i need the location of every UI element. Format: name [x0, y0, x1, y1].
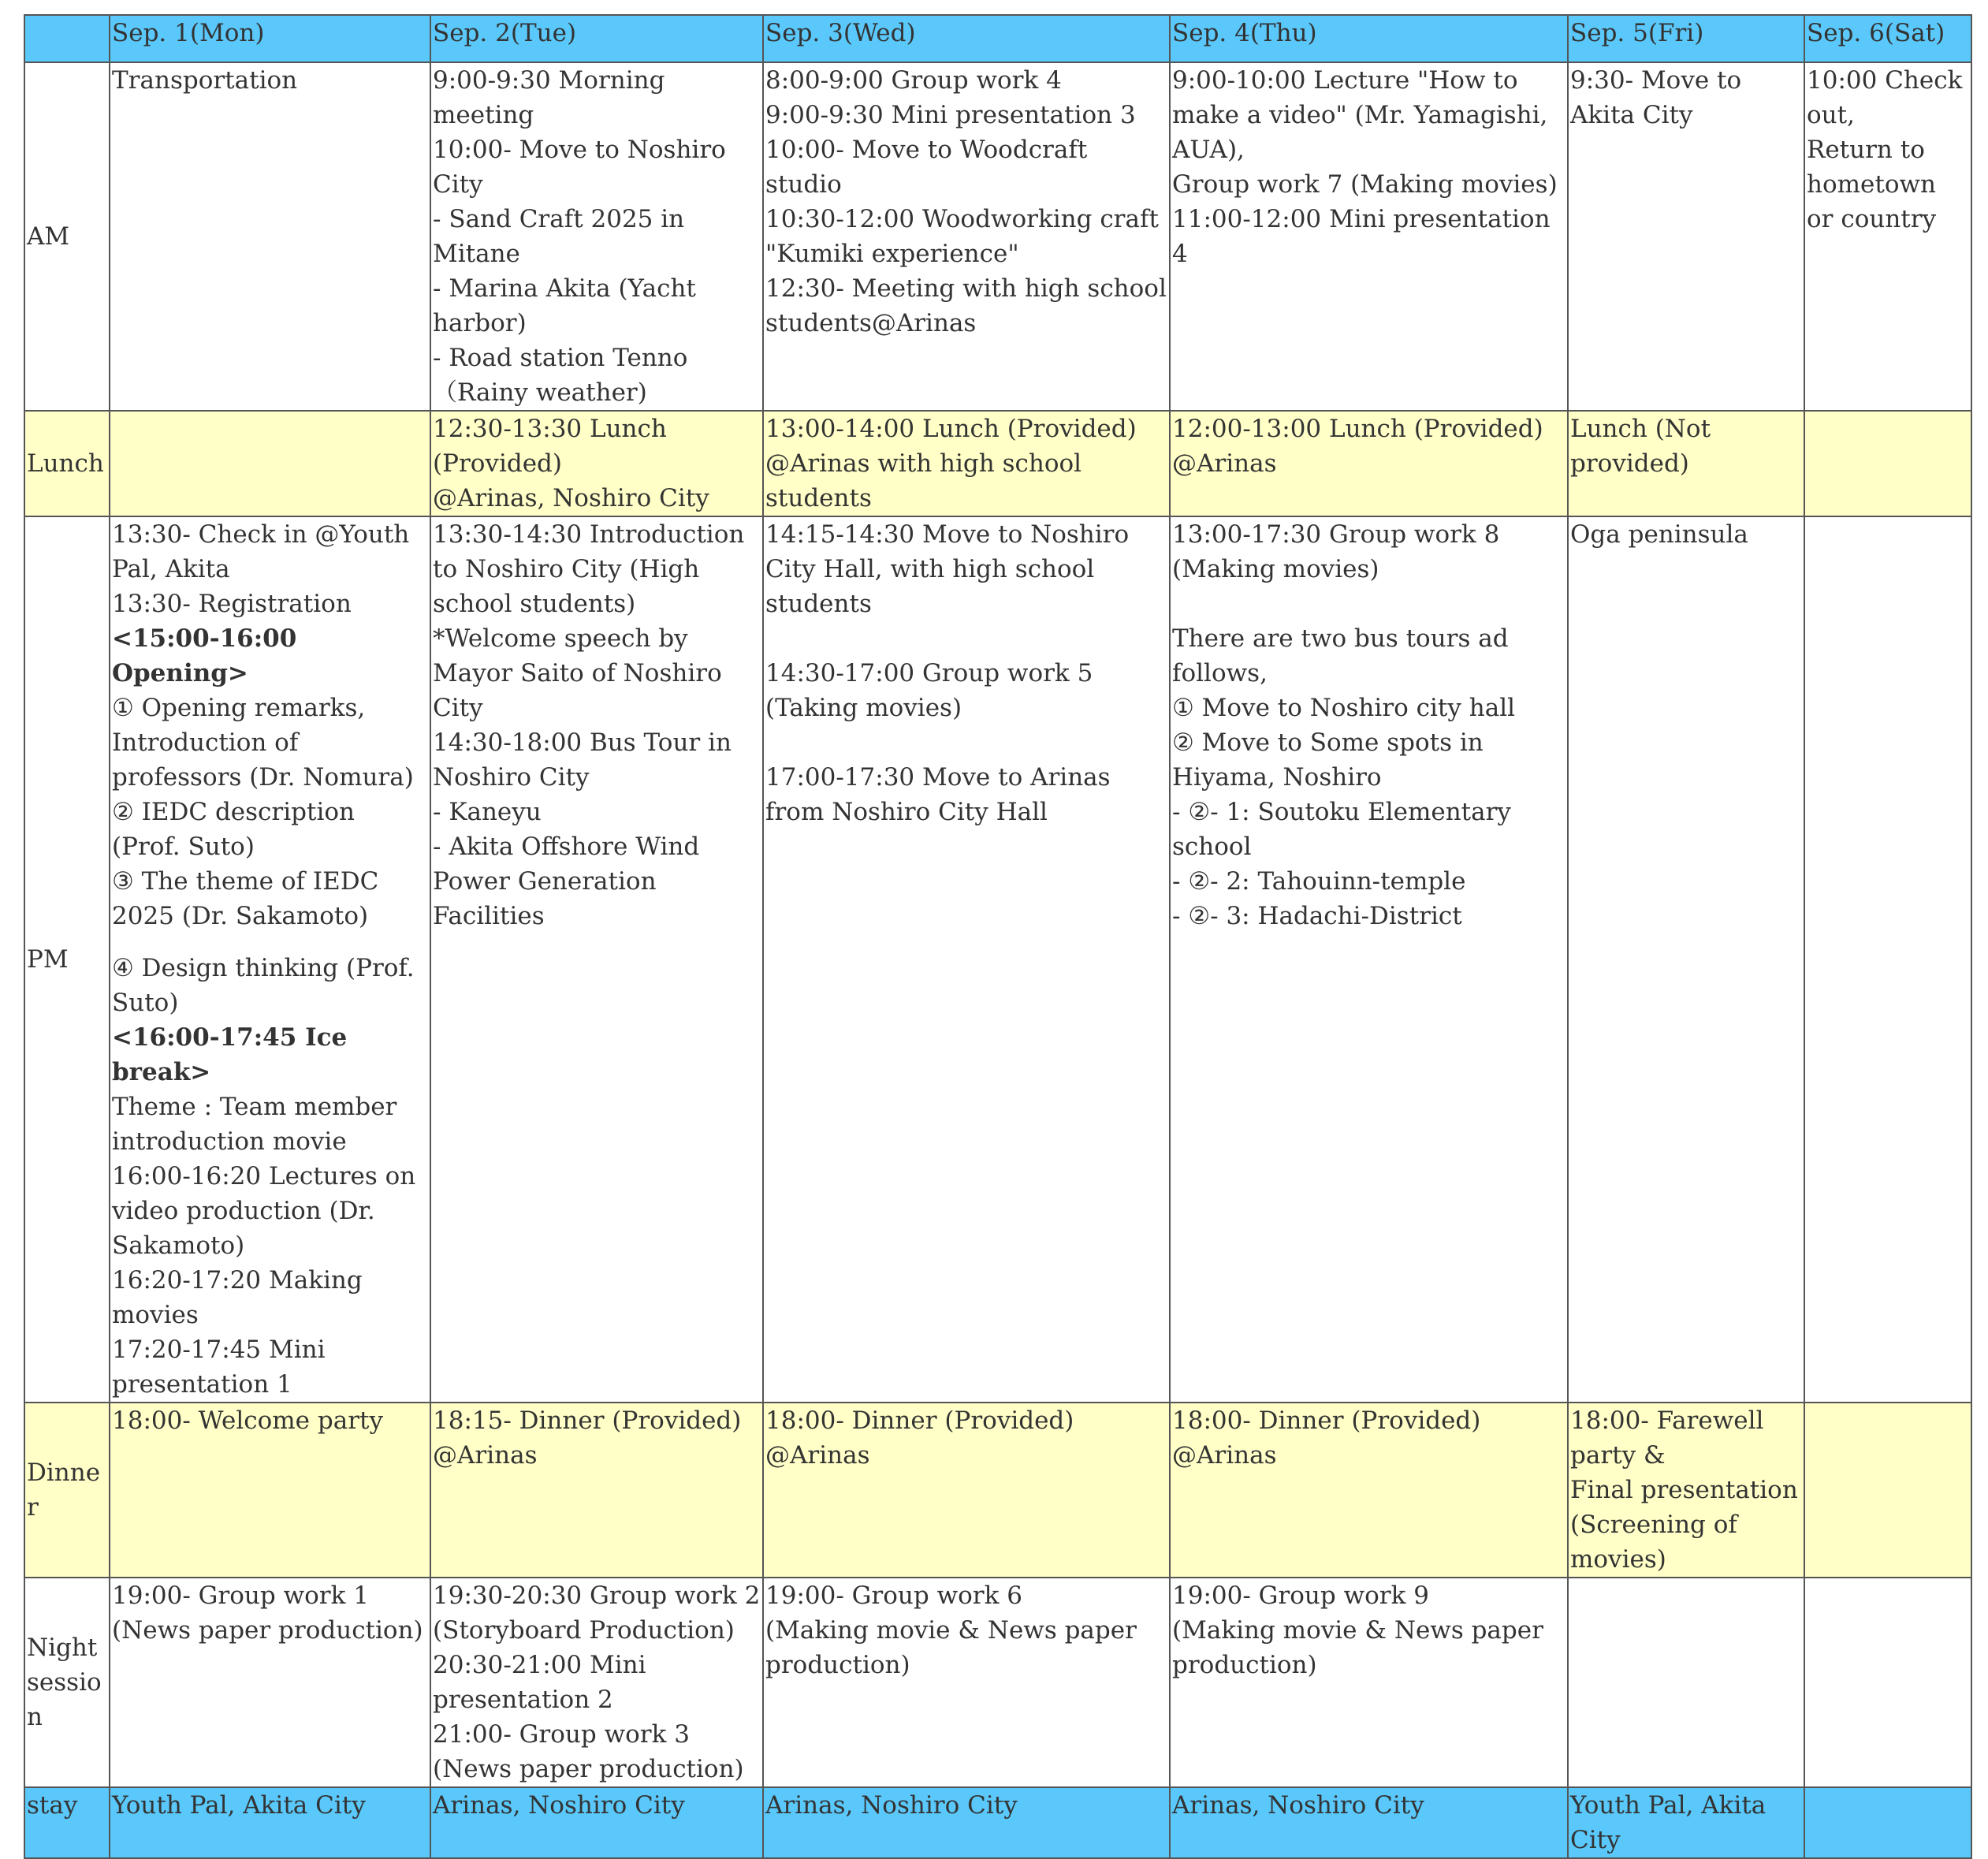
- night-wed-cell: [763, 1578, 1170, 1787]
- dinner-wed-cell: [763, 1403, 1170, 1578]
- am-tue-line: 9:00-9:30 Morning meeting: [433, 66, 665, 129]
- pm-mon-line: 13:30- Check in @Youth Pal, Akita: [112, 520, 410, 583]
- lunch-tue-cell: [430, 411, 763, 516]
- header-row: [24, 15, 1971, 62]
- am-thu-cell: [1170, 62, 1568, 411]
- pm-thu-line: - ②- 2: Tahouinn-temple: [1172, 867, 1466, 896]
- pm-mon-icebreak-heading: <16:00-17:45 Ice break>: [112, 1023, 348, 1086]
- pm-row: [24, 516, 1971, 1403]
- header-day-mon: Sep. 1(Mon): [110, 15, 430, 62]
- dinner-tue-line: @Arinas: [433, 1441, 538, 1470]
- lunch-fri-cell: [1568, 411, 1804, 516]
- lunch-thu-line: 12:00-13:00 Lunch (Provided): [1172, 415, 1543, 443]
- pm-wed-line: 14:15-14:30 Move to Noshiro City Hall, with high school students: [765, 520, 1130, 618]
- lunch-sat-cell: [1804, 411, 1971, 516]
- lunch-tue-line: 12:30-13:30 Lunch (Provided): [433, 415, 667, 478]
- stay-row: [24, 1787, 1971, 1858]
- am-wed-line: 9:00-9:30 Mini presentation 3: [765, 101, 1136, 129]
- am-tue-line: - Road station Tenno（Rainy weather): [433, 344, 688, 407]
- stay-thu-cell: Arinas, Noshiro City: [1170, 1787, 1568, 1858]
- row-label-night-session: Night session: [24, 1578, 110, 1787]
- night-mon-cell: [110, 1578, 430, 1787]
- stay-fri-cell: Youth Pal, Akita City: [1568, 1787, 1804, 1858]
- pm-mon-line: ② IEDC description (Prof. Suto): [112, 798, 355, 861]
- row-label-pm: PM: [24, 516, 110, 1403]
- header-day-tue: Sep. 2(Tue): [430, 15, 763, 62]
- dinner-fri-line: Final presentation (Screening of movies): [1570, 1476, 1798, 1574]
- night-sat-cell: [1804, 1578, 1971, 1787]
- dinner-tue-line: 18:15- Dinner (Provided): [433, 1406, 742, 1435]
- am-fri-line: 9:30- Move to Akita City: [1570, 66, 1742, 129]
- dinner-thu-cell: [1170, 1403, 1568, 1578]
- night-thu-cell: [1170, 1578, 1568, 1787]
- am-wed-line: 10:30-12:00 Woodworking craft "Kumiki experience": [765, 205, 1159, 268]
- header-corner: [24, 15, 110, 62]
- am-sat-cell: [1804, 62, 1971, 411]
- dinner-wed-line: 18:00- Dinner (Provided): [765, 1406, 1074, 1435]
- am-thu-line: 9:00-10:00 Lecture "How to make a video" (Mr. Yamagishi, AUA),: [1172, 66, 1548, 164]
- am-sat-line: Return to hometown or country: [1807, 136, 1937, 233]
- night-wed-line: (Making movie & News paper production): [765, 1616, 1137, 1679]
- row-label-dinner: Dinner: [24, 1403, 110, 1578]
- stay-wed-cell: Arinas, Noshiro City: [763, 1787, 1170, 1858]
- dinner-mon-cell: [110, 1403, 430, 1578]
- lunch-fri-line: Lunch (Not provided): [1570, 415, 1711, 478]
- header-day-thu: Sep. 4(Thu): [1170, 15, 1568, 62]
- lunch-mon-cell: [110, 411, 430, 516]
- schedule-table: [24, 14, 1972, 1859]
- row-label-lunch: Lunch: [24, 411, 110, 516]
- am-wed-cell: [763, 62, 1170, 411]
- pm-mon-opening-heading: <15:00-16:00 Opening>: [112, 624, 297, 687]
- header-day-fri: Sep. 5(Fri): [1568, 15, 1804, 62]
- pm-mon-line: Theme : Team member introduction movie: [112, 1093, 397, 1156]
- am-wed-line: 8:00-9:00 Group work 4: [765, 66, 1062, 95]
- pm-tue-line: 14:30-18:00 Bus Tour in Noshiro City: [433, 728, 732, 792]
- pm-mon-line: ④ Design thinking (Prof. Suto): [112, 954, 415, 1017]
- stay-mon-cell: Youth Pal, Akita City: [110, 1787, 430, 1858]
- pm-fri-cell: [1568, 516, 1804, 1403]
- pm-thu-line: 13:00-17:30 Group work 8 (Making movies): [1172, 520, 1500, 583]
- row-label-stay: stay: [24, 1787, 110, 1858]
- row-label-am: AM: [24, 62, 110, 411]
- pm-mon-spacer: [112, 933, 428, 951]
- pm-mon-line: 16:00-16:20 Lectures on video production (Dr. Sakamoto): [112, 1162, 416, 1260]
- pm-thu-line: There are two bus tours ad follows,: [1172, 624, 1509, 687]
- am-tue-line: - Marina Akita (Yacht harbor): [433, 274, 696, 337]
- am-sat-line: 10:00 Check out,: [1807, 66, 1963, 129]
- dinner-thu-line: @Arinas: [1172, 1441, 1277, 1470]
- pm-wed-line: 17:00-17:30 Move to Arinas from Noshiro City Hall: [765, 763, 1111, 826]
- pm-mon-line: 13:30- Registration: [112, 590, 352, 618]
- pm-thu-cell: [1170, 516, 1568, 1403]
- pm-thu-spacer: [1172, 587, 1565, 621]
- am-tue-line: 10:00- Move to Noshiro City: [433, 136, 726, 199]
- header-day-wed: Sep. 3(Wed): [763, 15, 1170, 62]
- dinner-sat-cell: [1804, 1403, 1971, 1578]
- lunch-thu-line: @Arinas: [1172, 449, 1277, 478]
- night-mon-line: 19:00- Group work 1 (News paper production): [112, 1581, 423, 1645]
- dinner-fri-line: 18:00- Farewell party &: [1570, 1406, 1764, 1470]
- lunch-thu-cell: [1170, 411, 1568, 516]
- pm-thu-line: - ②- 3: Hadachi-District: [1172, 902, 1462, 930]
- am-tue-line: - Sand Craft 2025 in Mitane: [433, 205, 685, 268]
- dinner-tue-cell: [430, 1403, 763, 1578]
- night-tue-line: 20:30-21:00 Mini presentation 2: [433, 1651, 646, 1714]
- pm-wed-line: 14:30-17:00 Group work 5 (Taking movies): [765, 659, 1093, 722]
- pm-thu-line: ② Move to Some spots in Hiyama, Noshiro: [1172, 728, 1484, 792]
- am-fri-cell: [1568, 62, 1804, 411]
- dinner-row: [24, 1403, 1971, 1578]
- am-thu-line: Group work 7 (Making movies): [1172, 170, 1558, 199]
- pm-tue-line: - Akita Offshore Wind Power Generation Facilities: [433, 833, 700, 930]
- night-tue-cell: [430, 1578, 763, 1787]
- am-tue-cell: [430, 62, 763, 411]
- lunch-wed-cell: [763, 411, 1170, 516]
- pm-thu-line: - ②- 1: Soutoku Elementary school: [1172, 798, 1511, 861]
- pm-mon-line: ① Opening remarks, Introduction of professors (Dr. Nomura): [112, 694, 414, 792]
- am-thu-line: 11:00-12:00 Mini presentation 4: [1172, 205, 1551, 268]
- night-thu-line: (Making movie & News paper production): [1172, 1616, 1543, 1679]
- pm-sat-cell: [1804, 516, 1971, 1403]
- dinner-mon-line: 18:00- Welcome party: [112, 1406, 383, 1435]
- pm-mon-line: 17:20-17:45 Mini presentation 1: [112, 1336, 326, 1399]
- pm-tue-line: *Welcome speech by Mayor Saito of Noshiro City: [433, 624, 722, 722]
- am-row: [24, 62, 1971, 411]
- pm-wed-cell: [763, 516, 1170, 1403]
- pm-wed-spacer: [765, 621, 1167, 656]
- stay-sat-cell: [1804, 1787, 1971, 1858]
- dinner-thu-line: 18:00- Dinner (Provided): [1172, 1406, 1481, 1435]
- pm-wed-spacer: [765, 725, 1167, 760]
- dinner-wed-line: @Arinas: [765, 1441, 870, 1470]
- am-mon-line: Transportation: [112, 66, 298, 95]
- am-mon-cell: [110, 62, 430, 411]
- pm-tue-line: - Kaneyu: [433, 798, 542, 826]
- pm-fri-line: Oga peninsula: [1570, 520, 1748, 549]
- stay-tue-cell: Arinas, Noshiro City: [430, 1787, 763, 1858]
- am-wed-line: 10:00- Move to Woodcraft studio: [765, 136, 1088, 199]
- pm-thu-line: ① Move to Noshiro city hall: [1172, 694, 1516, 722]
- pm-tue-cell: [430, 516, 763, 1403]
- am-wed-line: 12:30- Meeting with high school students@Arinas: [765, 274, 1167, 337]
- dinner-fri-cell: [1568, 1403, 1804, 1578]
- pm-tue-line: 13:30-14:30 Introduction to Noshiro City (High school students): [433, 520, 745, 618]
- night-row: [24, 1578, 1971, 1787]
- lunch-tue-line: @Arinas, Noshiro City: [433, 484, 709, 512]
- pm-mon-cell: [110, 516, 430, 1403]
- lunch-wed-line: 13:00-14:00 Lunch (Provided): [765, 415, 1137, 443]
- night-tue-line: 21:00- Group work 3 (News paper production): [433, 1720, 744, 1783]
- lunch-wed-line: @Arinas with high school students: [765, 449, 1082, 512]
- night-tue-line: 19:30-20:30 Group work 2 (Storyboard Production): [433, 1581, 761, 1645]
- night-fri-cell: [1568, 1578, 1804, 1787]
- lunch-row: [24, 411, 1971, 516]
- header-day-sat: Sep. 6(Sat): [1804, 15, 1971, 62]
- night-wed-line: 19:00- Group work 6: [765, 1581, 1022, 1610]
- pm-mon-line: 16:20-17:20 Making movies: [112, 1266, 363, 1329]
- pm-mon-line: ③ The theme of IEDC 2025 (Dr. Sakamoto): [112, 867, 379, 930]
- night-thu-line: 19:00- Group work 9: [1172, 1581, 1429, 1610]
